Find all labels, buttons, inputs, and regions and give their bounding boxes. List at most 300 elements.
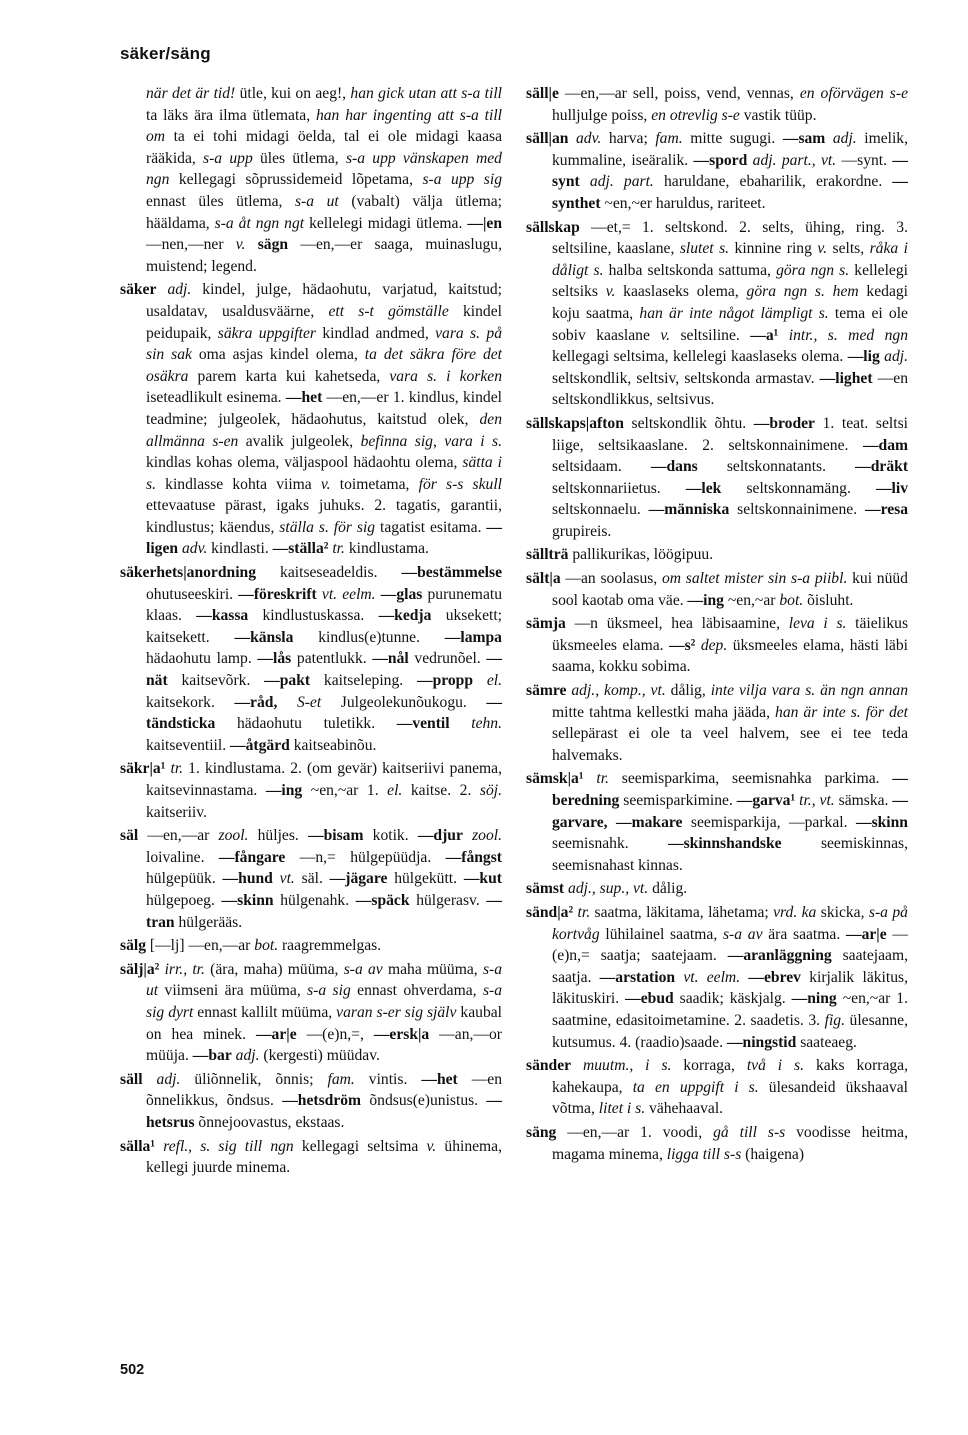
definition-text: seemiskinnas, seemisnahast kinnas. bbox=[552, 835, 908, 874]
dictionary-entry bbox=[526, 613, 908, 678]
definition-text: saatma, läkitama, lähetama; bbox=[590, 903, 774, 921]
definition-text: dålig. bbox=[648, 880, 688, 898]
subentry-headword: —åtgärd bbox=[230, 736, 290, 754]
definition-text: viimseni ära müüma, bbox=[158, 982, 308, 1000]
definition-text: üles ütlema, bbox=[252, 149, 346, 167]
definition-text: (haigena) bbox=[741, 1145, 805, 1163]
subentry-headword: —hetsrus bbox=[146, 1092, 502, 1131]
italic-phrase: s-a upp bbox=[203, 149, 253, 167]
italic-phrase: varan s-er sig själv bbox=[336, 1003, 457, 1021]
subentry-headword: —ar|e bbox=[845, 925, 887, 943]
definition-text: hülgekütt. bbox=[387, 870, 464, 888]
definition-text: ülesandeid ükshaaval võtma, bbox=[552, 1078, 908, 1118]
definition-text: grupireis. bbox=[552, 522, 612, 540]
italic-phrase: söj. bbox=[479, 782, 502, 799]
italic-phrase: en otrevlig s-e bbox=[651, 106, 740, 124]
subentry-headword: —tran bbox=[146, 891, 502, 931]
italic-phrase: intr., s. med ngn bbox=[788, 326, 908, 344]
italic-phrase: ställa s. för sig bbox=[279, 518, 376, 536]
subentry-headword: —garva¹ bbox=[736, 792, 796, 809]
subentry-headword: —föreskrift bbox=[238, 585, 317, 603]
definition-text bbox=[273, 870, 280, 887]
dictionary-entry bbox=[526, 568, 908, 611]
italic-phrase: inte vilja vara s. än ngn annan bbox=[710, 682, 908, 700]
definition-text: hülgerasv. bbox=[409, 891, 487, 909]
subentry-headword: —fångare bbox=[218, 848, 286, 866]
headword: sällskap bbox=[526, 218, 580, 236]
definition-text: —n üksmeel, hea läbisaamine, bbox=[565, 615, 789, 633]
subentry-headword: —kedja bbox=[378, 607, 432, 625]
definition-text: —en õnnelikkus, õndsus. bbox=[146, 1070, 503, 1110]
definition-text: —nen,—ner bbox=[146, 236, 236, 254]
definition-text: ennast kallilt müüma, bbox=[193, 1003, 337, 1021]
italic-phrase: zool. bbox=[472, 827, 502, 845]
italic-phrase: adv. bbox=[181, 540, 208, 558]
headword: sämsk|a¹ bbox=[526, 770, 584, 788]
definition-text: seltskonnariietus. bbox=[552, 479, 686, 497]
definition-text: õnnejoovastus, ekstaas. bbox=[194, 1113, 345, 1131]
italic-phrase: irr., tr. bbox=[164, 960, 205, 978]
italic-phrase: adj. part., vt. bbox=[752, 151, 837, 169]
definition-text: korraga, bbox=[671, 1057, 747, 1075]
headword: sämre bbox=[526, 682, 567, 700]
definition-text: üliõnnelik, õnnis; bbox=[180, 1070, 328, 1088]
subentry-headword: —beredning bbox=[552, 770, 908, 809]
definition-text: sämska. bbox=[834, 792, 893, 809]
subentry-headword: —nål bbox=[372, 650, 409, 668]
definition-text bbox=[143, 1071, 157, 1088]
subentry-headword: —lås bbox=[257, 650, 292, 668]
definition-text bbox=[155, 1138, 163, 1155]
italic-phrase: bot. bbox=[779, 591, 804, 609]
dictionary-entry bbox=[526, 1122, 908, 1165]
subentry-headword: —bestämmelse bbox=[401, 564, 502, 582]
italic-phrase: el. bbox=[486, 672, 502, 690]
definition-text: vähehaaval. bbox=[645, 1100, 724, 1118]
definition-text: seltskonnatants. bbox=[697, 458, 856, 476]
italic-phrase: adj. bbox=[884, 348, 908, 366]
italic-phrase: vt. eelm. bbox=[683, 968, 741, 986]
dictionary-entry bbox=[120, 1136, 502, 1179]
subentry-headword: —het bbox=[285, 389, 323, 407]
definition-text: ennast ohverdama, bbox=[350, 982, 483, 1000]
italic-phrase: muutm., i s. bbox=[583, 1057, 672, 1075]
subentry-headword: —glas bbox=[380, 585, 423, 603]
definition-text: —et,= 1. seltskond. 2. selts, ühing, ring. 3. seltsiline, kaaslane, bbox=[552, 218, 908, 258]
italic-phrase: s-a på kortvåg bbox=[552, 903, 908, 943]
definition-text: ta ei tohi midagi öelda, tal ei ole midagi kaasa rääkida, bbox=[146, 128, 502, 167]
headword: säll|e bbox=[526, 85, 559, 102]
italic-phrase: s-a av bbox=[343, 960, 383, 978]
definition-text: hädaohutu lamp. bbox=[146, 650, 258, 668]
dictionary-entry bbox=[526, 902, 908, 1053]
definition-text: —en,—ar 1. voodi, bbox=[556, 1123, 714, 1141]
definition-text: pallikurikas, löögipuu. bbox=[568, 546, 714, 564]
subentry-headword: —djur bbox=[417, 827, 463, 845]
definition-text: kedagi koju saatma, bbox=[552, 283, 908, 322]
definition-text: ~en,~er haruldus, rariteet. bbox=[600, 194, 766, 212]
italic-phrase: v. bbox=[817, 240, 828, 258]
subentry-headword: —resa bbox=[864, 501, 908, 519]
subentry-headword: —dräkt bbox=[855, 458, 909, 476]
definition-text: saadik; käskjalg. bbox=[673, 990, 792, 1008]
definition-text: seemisparkija, —parkal. bbox=[682, 813, 856, 831]
definition-text: raagremmelgas. bbox=[278, 937, 382, 955]
definition-text: mitte sugugi. bbox=[682, 130, 783, 148]
subentry-headword: —kut bbox=[463, 870, 502, 888]
definition-text: —en,—ar sell, poiss, vend, vennas, bbox=[558, 85, 800, 102]
definition-text: kinnine ring bbox=[729, 240, 818, 258]
definition-text: seemisparkima, seemisnahka parkima. bbox=[608, 770, 893, 788]
definition-text: patentlukk. bbox=[291, 650, 373, 668]
definition-text: purunematu klaas. bbox=[146, 585, 502, 625]
headword: säll|an bbox=[526, 130, 569, 148]
italic-phrase: råka i dåligt s. bbox=[552, 240, 908, 279]
headword: sämst bbox=[526, 880, 565, 898]
definition-text: kaitseabinõu. bbox=[289, 736, 377, 754]
subentry-headword: —ningstid bbox=[726, 1033, 797, 1051]
definition-text: saatejaam, saatja. bbox=[552, 947, 908, 986]
definition-text: ütle, kui on aeg!, bbox=[235, 85, 351, 102]
italic-phrase: göra ngn s. hem bbox=[746, 283, 859, 301]
italic-phrase: v. bbox=[426, 1137, 437, 1155]
definition-text: (vabalt) välja ütlema; hääldama, bbox=[146, 192, 502, 232]
definition-text: —(e)n,= saatja; saatejaam. bbox=[552, 925, 908, 965]
subentry-headword: —|en bbox=[467, 214, 502, 232]
definition-text: avalik julgeolek, bbox=[238, 432, 361, 450]
definition-text bbox=[156, 281, 167, 298]
definition-text bbox=[584, 770, 597, 787]
italic-phrase: tr. bbox=[170, 760, 184, 778]
subentry-headword: —ing bbox=[265, 782, 303, 799]
headword: säkr|a¹ bbox=[120, 760, 166, 778]
subentry-headword: —ing bbox=[687, 591, 724, 609]
headword: sällskaps|afton bbox=[526, 414, 624, 432]
subentry-headword: —hetsdröm bbox=[282, 1092, 362, 1110]
definition-text: kindlasse kohta viima bbox=[155, 475, 321, 493]
italic-phrase: refl., s. sig till ngn bbox=[163, 1137, 294, 1155]
definition-text: hülgepüük. bbox=[146, 870, 223, 888]
italic-phrase: slutet s. bbox=[679, 240, 730, 258]
definition-text: dålig, bbox=[665, 682, 711, 700]
italic-phrase: han är inte något lämpligt s. bbox=[639, 304, 829, 322]
definition-text: uksekett; kaitsekett. bbox=[146, 607, 502, 646]
definition-text: (ära, maha) müüma, bbox=[204, 960, 344, 978]
subentry-headword: —propp bbox=[416, 672, 474, 690]
italic-phrase: tehn. bbox=[471, 715, 502, 733]
dictionary-entry bbox=[120, 959, 502, 1067]
subentry-headword: —jägare bbox=[329, 870, 388, 888]
right-column bbox=[526, 83, 908, 1167]
italic-phrase: sätta i s. bbox=[146, 454, 502, 493]
italic-phrase: bot. bbox=[254, 937, 279, 955]
definition-text: kaks korraga, kahekaupa, bbox=[552, 1057, 908, 1096]
definition-text: kindlasti. bbox=[207, 540, 273, 558]
subentry-headword: —broder bbox=[753, 414, 815, 432]
headword: säl bbox=[120, 827, 139, 845]
definition-text: loivaline. bbox=[146, 848, 219, 866]
dictionary-entry bbox=[120, 1069, 502, 1134]
subentry-headword: —dam bbox=[862, 436, 908, 454]
italic-phrase: vt. eelm. bbox=[321, 585, 376, 603]
definition-text: lühilainel saatma, bbox=[599, 925, 723, 943]
definition-text: kindlad andmed, bbox=[315, 324, 436, 342]
definition-text: maha müüma, bbox=[382, 960, 483, 978]
definition-text: ~en,~ar bbox=[723, 591, 780, 609]
definition-text: ettevaatuse pärast, igaks juhuks. 2. tagatis, garantii, kindlustus; käendus, bbox=[146, 497, 502, 536]
subentry-headword: —ning bbox=[791, 990, 837, 1008]
definition-text: seltsidaam. bbox=[552, 458, 651, 476]
definition-text: hülgerääs. bbox=[174, 913, 243, 931]
definition-text bbox=[825, 130, 833, 147]
definition-text: —(e)n,=, bbox=[296, 1025, 374, 1043]
headword: sälla¹ bbox=[120, 1137, 156, 1155]
dictionary-entry bbox=[526, 128, 908, 214]
definition-text: kui nüüd sool kaotab oma väe. bbox=[552, 570, 908, 609]
definition-text bbox=[245, 236, 257, 253]
definition-text: —en seltskondlikkus, seltsivus. bbox=[552, 369, 908, 409]
definition-text: iseteadlikult esinema. bbox=[146, 389, 286, 407]
headword: säng bbox=[526, 1123, 557, 1141]
headword: sält|a bbox=[526, 570, 561, 588]
definition-text: kaubal on hea minek. bbox=[146, 1003, 502, 1043]
page-number: 502 bbox=[120, 1362, 145, 1378]
definition-text: hülgepoeg. bbox=[146, 891, 222, 909]
definition-text: kellegagi sõprussidemeid lõpetama, bbox=[169, 171, 423, 189]
definition-text: seltskonnainimene. bbox=[729, 501, 865, 519]
italic-phrase: adj., komp., vt. bbox=[571, 682, 666, 700]
definition-text: täielikus üksmeeles elama. bbox=[552, 615, 909, 654]
definition-text: õisluht. bbox=[803, 591, 854, 609]
definition-text: halba seltskonda sattuma, bbox=[603, 261, 777, 279]
subentry-headword: —skinn bbox=[221, 891, 274, 909]
definition-text: kaitseseadeldis. bbox=[256, 564, 402, 582]
italic-phrase: adj. bbox=[156, 1070, 181, 1088]
italic-phrase: v. bbox=[605, 283, 616, 301]
definition-text: ta läks ära ilma ütlemata, bbox=[146, 106, 316, 124]
definition-text bbox=[580, 173, 590, 190]
definition-text: harva; bbox=[601, 130, 656, 148]
italic-phrase: adj. bbox=[832, 130, 857, 148]
dictionary-entry bbox=[120, 825, 502, 933]
definition-text: vintis. bbox=[354, 1070, 422, 1088]
definition-text: üksmeeles elama, hästi läbi saama, kokku sobima. bbox=[552, 636, 908, 676]
italic-phrase: v. bbox=[235, 236, 246, 254]
italic-phrase: s-a sig dyrt bbox=[146, 982, 502, 1021]
definition-text: kaitse. 2. bbox=[402, 782, 480, 799]
italic-phrase: el. bbox=[387, 782, 403, 799]
subentry-headword: —tändsticka bbox=[146, 693, 502, 733]
headword: sänder bbox=[526, 1057, 572, 1075]
italic-phrase: vara s. i korken bbox=[389, 367, 502, 385]
italic-phrase: den allmänna s-en bbox=[146, 410, 502, 450]
subentry-headword: —a¹ bbox=[750, 326, 779, 344]
definition-text bbox=[571, 1057, 583, 1074]
definition-text: ohutuseeskiri. bbox=[146, 585, 239, 603]
italic-phrase: vara s. på sin sak bbox=[146, 324, 502, 364]
definition-text: kaitseventiil. bbox=[146, 736, 231, 754]
dictionary-entry bbox=[526, 878, 908, 900]
dictionary-entry bbox=[526, 413, 908, 543]
definition-text: ülesanne, kutsumus. 4. (raadio)saade. bbox=[552, 1011, 908, 1051]
definition-text: selts, bbox=[827, 240, 870, 258]
definition-text: kellelegi seltsiks bbox=[552, 261, 908, 301]
italic-phrase: han är inte s. för det bbox=[775, 703, 908, 721]
subentry-headword: —ebrev bbox=[748, 968, 801, 986]
definition-text: voodisse heitma, magama minema, bbox=[552, 1123, 908, 1163]
definition-text: —n,= hülgepüüdja. bbox=[285, 848, 446, 866]
italic-phrase: s-a ut bbox=[146, 960, 502, 1000]
italic-phrase: säkra uppgifter bbox=[217, 324, 316, 342]
headword: sällträ bbox=[526, 546, 569, 564]
subentry-headword: —ventil bbox=[396, 715, 450, 733]
definition-text: —en,—er saaga, muinaslugu, muistend; legend. bbox=[146, 236, 502, 275]
definition-text bbox=[473, 672, 487, 689]
italic-phrase: dep. bbox=[700, 636, 728, 654]
italic-phrase: befinna sig, vara i s. bbox=[360, 432, 502, 450]
headword: säll bbox=[120, 1070, 143, 1088]
dictionary-entry bbox=[526, 1055, 908, 1120]
definition-text: kaitsevõrk. bbox=[167, 672, 265, 690]
italic-phrase: vt. bbox=[279, 870, 295, 888]
definition-text: seltskondlik õhtu. bbox=[623, 414, 754, 432]
definition-text: 1. kindlustama. 2. (om gevär) kaitseriivi panema, kaitsevinnastama. bbox=[146, 760, 502, 799]
subentry-headword: —s² bbox=[669, 636, 696, 654]
definition-text: vedrunõel. bbox=[408, 650, 487, 668]
dictionary-entry bbox=[120, 279, 502, 560]
italic-phrase: han gick utan att s-a till bbox=[350, 85, 503, 102]
definition-text: haruldane, ebaharilik, erakordne. bbox=[653, 173, 893, 191]
definition-text: kotik. bbox=[363, 827, 418, 845]
definition-text: seltskondlik, seltsiv, seltskonda armastav. bbox=[552, 369, 820, 387]
definition-text: tema ei ole sobiv kaaslane bbox=[552, 304, 908, 344]
italic-phrase: s-a åt ngn ngt bbox=[214, 214, 305, 232]
italic-phrase: litet i s. bbox=[598, 1100, 646, 1118]
definition-text: ära saatma. bbox=[762, 925, 846, 943]
definition-text: 1. teat. seltsi liige, seltsikaaslane. 2. seltskonnainimene. bbox=[552, 414, 908, 454]
subentry-headword: —dans bbox=[650, 458, 698, 476]
definition-text bbox=[450, 715, 472, 732]
definition-text: ~en,~ar 1. saatmine, edasitoimetamine. 2. saadetis. 3. bbox=[552, 990, 908, 1029]
italic-phrase: adv. bbox=[576, 130, 602, 148]
definition-text: seltskonnamäng. bbox=[721, 479, 876, 497]
definition-text: kellelegi midagi ütlema. bbox=[304, 214, 468, 232]
italic-phrase: gå till s-s bbox=[713, 1123, 786, 1141]
definition-text: —an soolasus, bbox=[560, 570, 662, 588]
subentry-headword: —synthet bbox=[552, 173, 908, 212]
definition-text: kindel, julge, hädaohutu, varjatud, kaitstud; usaldatav, usaldusväärne, bbox=[146, 281, 502, 320]
italic-phrase: ta en uppgift i s. bbox=[632, 1078, 759, 1096]
subentry-headword: —aranläggning bbox=[727, 947, 832, 965]
definition-text: hüljes. bbox=[248, 827, 308, 845]
dictionary-entry bbox=[120, 758, 502, 823]
definition-text: imelik, kummaline, iseäralik. bbox=[552, 130, 908, 169]
headword: säker bbox=[120, 281, 157, 299]
italic-phrase: ta det säkra före det osäkra bbox=[146, 346, 502, 385]
definition-text: seemisnahk. bbox=[552, 835, 669, 853]
definition-text bbox=[778, 327, 788, 344]
subentry-headword: —sam bbox=[782, 130, 826, 148]
italic-phrase: adj. bbox=[235, 1047, 260, 1065]
definition-text: toimetama, bbox=[330, 475, 419, 493]
subentry-headword: —nät bbox=[146, 650, 502, 690]
italic-phrase: en oförvägen s-e bbox=[799, 85, 908, 102]
italic-phrase: adj., sup., vt. bbox=[568, 880, 649, 898]
subentry-headword: —hund bbox=[222, 870, 273, 888]
definition-text: seemisparkimine. bbox=[619, 792, 737, 809]
definition-text: kellegagi seltsima, kellelegi kaaslaseks olema. bbox=[552, 348, 848, 366]
definition-text: kirjalik läkitus, läkituskiri. bbox=[552, 968, 908, 1008]
definition-text: mitte tahtma kellestki maha jääda, bbox=[552, 703, 776, 721]
subentry-headword: sägn bbox=[257, 236, 289, 254]
headword: sänd|a² bbox=[526, 903, 574, 921]
definition-text: vastik tüüp. bbox=[739, 106, 817, 124]
definition-text: kindlas kohas olema, väljaspool hädaohtu olema, bbox=[146, 454, 463, 472]
italic-phrase: v. bbox=[320, 475, 331, 493]
subentry-headword: —råd, bbox=[234, 693, 278, 711]
subentry-headword: —lek bbox=[685, 479, 722, 497]
italic-phrase: s-a upp sig bbox=[422, 171, 502, 189]
italic-phrase: när det är tid! bbox=[146, 85, 236, 102]
italic-phrase: vrd. ka bbox=[773, 903, 817, 921]
definition-text: kaitseleping. bbox=[310, 672, 417, 690]
definition-text: ennast üles ütlema, bbox=[146, 192, 295, 210]
subentry-headword: —känsla bbox=[234, 628, 294, 646]
definition-text: kellegagi seltsima bbox=[293, 1137, 427, 1155]
definition-text: (kergesti) müüdav. bbox=[259, 1047, 380, 1065]
italic-phrase: s-a ut bbox=[294, 192, 339, 210]
subentry-headword: —liv bbox=[875, 479, 909, 497]
dictionary-entry bbox=[526, 217, 908, 411]
headword: sälg bbox=[120, 937, 146, 955]
subentry-headword: —synt bbox=[552, 151, 908, 191]
italic-phrase: zool. bbox=[218, 827, 249, 845]
definition-text: tagatist esitama. bbox=[375, 518, 487, 536]
italic-phrase: leva i s. bbox=[788, 615, 847, 633]
subentry-headword: —fångst bbox=[445, 848, 502, 866]
subentry-headword: —lampa bbox=[444, 628, 502, 646]
subentry-headword: —lighet bbox=[819, 369, 873, 387]
definition-text: —an,—or müüja. bbox=[146, 1025, 502, 1065]
definition-text: sellepärast ei ole ta veel halvem, see ei tee teda halvemaks. bbox=[552, 725, 908, 764]
definition-text: Julgeolekunõukogu. bbox=[321, 693, 487, 711]
italic-phrase: adj. bbox=[167, 281, 192, 299]
italic-phrase: för s-s skull bbox=[418, 475, 502, 493]
left-column bbox=[120, 83, 502, 1181]
headword: sämja bbox=[526, 615, 566, 633]
subentry-headword: —ersk|a bbox=[373, 1025, 430, 1043]
definition-text: —synt. bbox=[836, 151, 893, 169]
italic-phrase: fam. bbox=[327, 1070, 355, 1088]
headword: säkerhets|anordning bbox=[120, 564, 257, 582]
italic-phrase: tr. bbox=[577, 903, 591, 921]
definition-text: —en,—er 1. kindlus, kindel teadmine; julgeolek, hädaohutus, kaitstud olek, bbox=[146, 389, 502, 428]
italic-phrase: S-et bbox=[296, 693, 322, 711]
definition-text: skicka, bbox=[816, 903, 869, 921]
subentry-headword: —ar|e bbox=[255, 1025, 297, 1043]
dictionary-entry bbox=[526, 544, 908, 566]
definition-text: kindlustuskassa. bbox=[248, 607, 379, 625]
subentry-headword: —skinn bbox=[855, 813, 908, 831]
italic-phrase: tr. bbox=[596, 770, 609, 788]
subentry-headword: —spord bbox=[693, 151, 748, 169]
subentry-headword: —ebud bbox=[625, 990, 674, 1008]
subentry-headword: —garvare, —makare bbox=[552, 792, 908, 831]
definition-text bbox=[277, 694, 297, 711]
italic-phrase: han har ingenting att s-a till om bbox=[146, 106, 502, 146]
definition-text: kaitsekork. bbox=[146, 693, 235, 711]
subentry-headword: —lig bbox=[847, 348, 880, 366]
